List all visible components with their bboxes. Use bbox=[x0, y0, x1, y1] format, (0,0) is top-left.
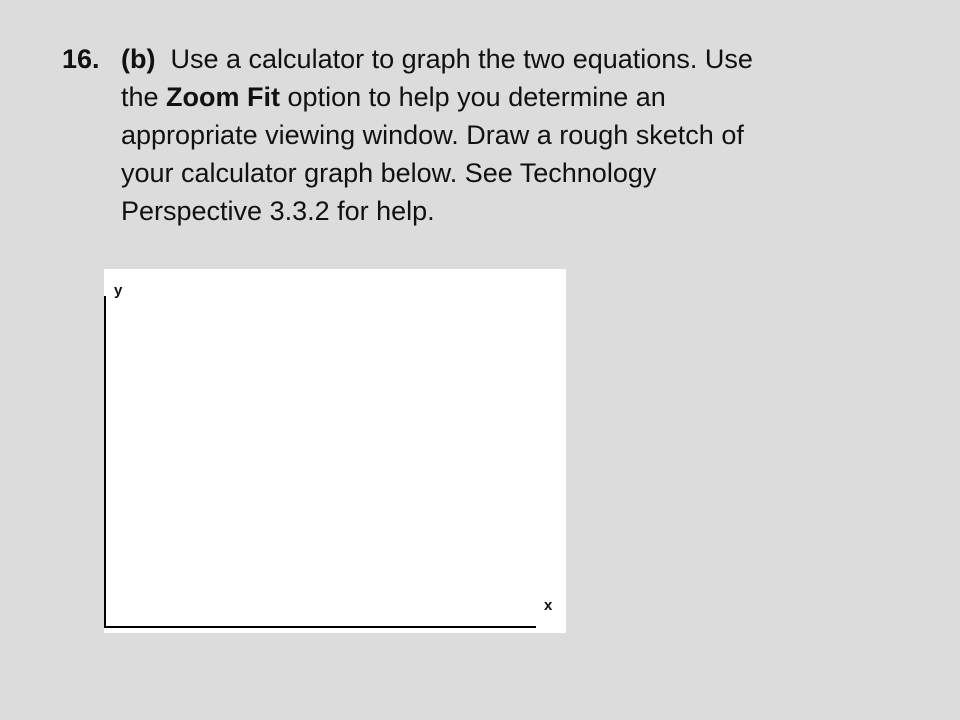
problem-line-1 bbox=[121, 40, 901, 78]
sketch-graph-area[interactable] bbox=[104, 269, 566, 633]
problem-number: 16. bbox=[62, 44, 100, 74]
problem-line-1-text: Use a calculator to graph the two equations. Use bbox=[170, 44, 753, 74]
problem-line-3: appropriate viewing window. Draw a rough sketch of bbox=[121, 120, 744, 150]
problem-line-4: your calculator graph below. See Technology bbox=[121, 158, 657, 188]
problem-line-2-start: the bbox=[121, 82, 167, 112]
x-axis-label: x bbox=[544, 597, 553, 614]
y-axis-label: y bbox=[114, 282, 123, 299]
problem-line-5: Perspective 3.3.2 for help. bbox=[121, 196, 435, 226]
problem-line-2-end: option to help you determine an bbox=[280, 82, 666, 112]
problem-line-2 bbox=[121, 78, 901, 116]
zoom-fit-term: Zoom Fit bbox=[166, 82, 281, 112]
part-label: (b) bbox=[121, 44, 156, 74]
x-axis-line bbox=[104, 626, 536, 628]
y-axis-line bbox=[104, 296, 106, 628]
problem-text bbox=[121, 40, 901, 230]
